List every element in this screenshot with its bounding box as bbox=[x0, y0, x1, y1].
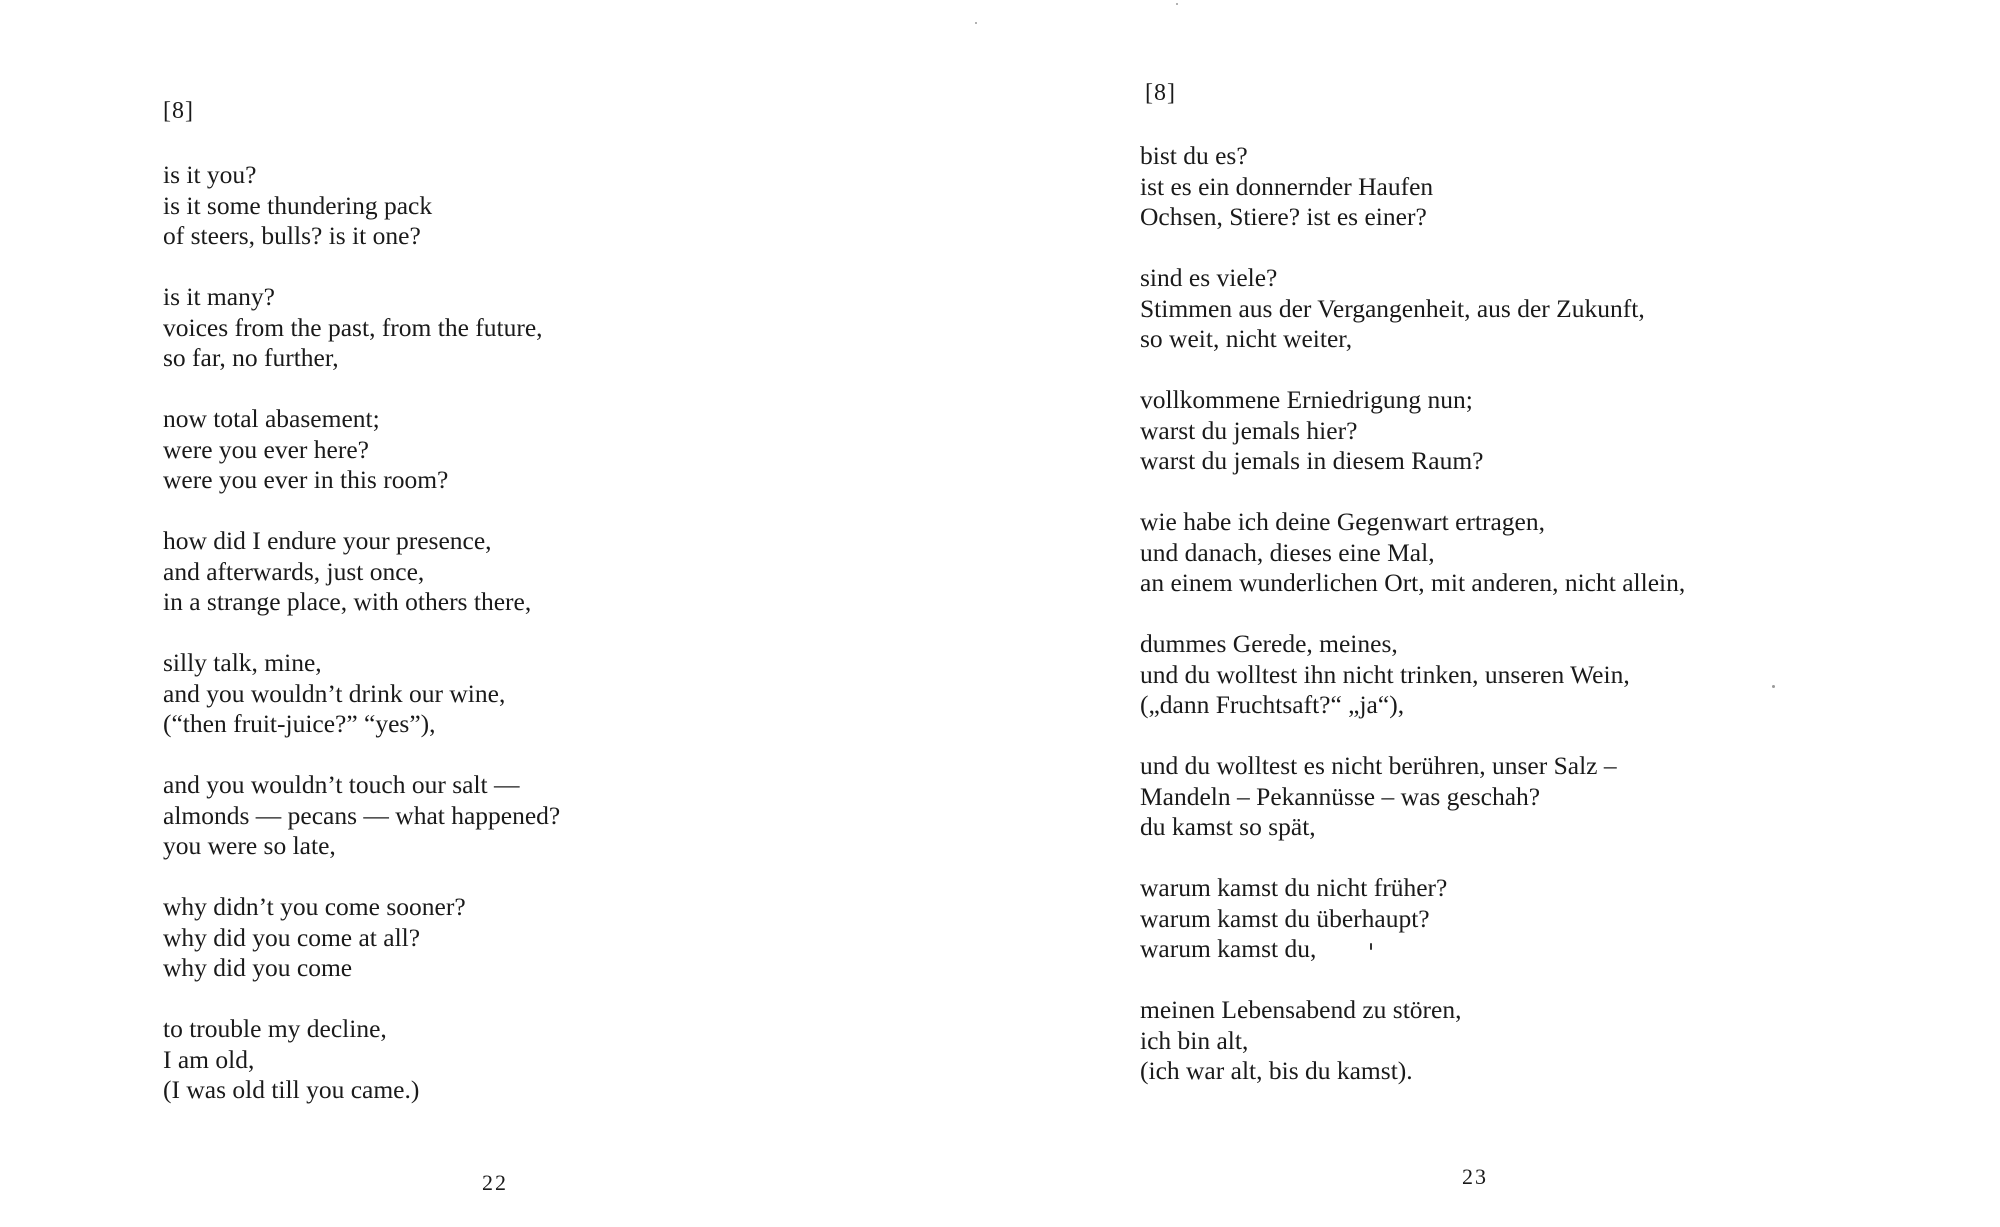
poem-line: in a strange place, with others there, bbox=[163, 587, 532, 616]
poem-line: warum kamst du nicht früher? bbox=[1140, 873, 1448, 902]
poem-line: warst du jemals in diesem Raum? bbox=[1140, 446, 1484, 475]
stanza bbox=[163, 1014, 560, 1106]
poem-line: warst du jemals hier? bbox=[1140, 415, 1358, 445]
poem-line: how did I endure your presence, bbox=[163, 526, 492, 555]
poem-line: vollkommene Erniedrigung nun; bbox=[1140, 385, 1473, 414]
poem-line: why did you come bbox=[163, 953, 353, 982]
stanza bbox=[1140, 263, 1685, 355]
stanza bbox=[1140, 507, 1685, 599]
poem-line: so far, no further, bbox=[163, 343, 339, 372]
poem-line: (“then fruit-juice?” “yes”), bbox=[163, 709, 436, 738]
poem-line: and afterwards, just once, bbox=[163, 556, 425, 586]
poem-line: warum kamst du, bbox=[1140, 934, 1317, 963]
scan-speck bbox=[1772, 685, 1775, 688]
poem-line: („dann Fruchtsaft?“ „ja“), bbox=[1140, 690, 1405, 719]
poem-line: (ich war alt, bis du kamst). bbox=[1140, 1056, 1413, 1085]
stanza bbox=[1140, 751, 1685, 843]
page-number: 22 bbox=[482, 1170, 508, 1195]
poem-line: why didn’t you come sooner? bbox=[163, 892, 466, 921]
poem-line: und du wolltest es nicht berühren, unser Salz – bbox=[1140, 751, 1617, 780]
scan-speck bbox=[1176, 3, 1178, 5]
poem-line: I am old, bbox=[163, 1044, 255, 1074]
poem-line: Stimmen aus der Vergangenheit, aus der Zukunft, bbox=[1140, 293, 1645, 323]
stanza bbox=[163, 282, 560, 374]
section-number: [8] bbox=[1145, 80, 1176, 106]
stanza bbox=[163, 526, 560, 618]
poem-line: wie habe ich deine Gegenwart ertragen, bbox=[1140, 507, 1545, 536]
right-page bbox=[1000, 0, 2000, 1227]
stanza bbox=[1140, 141, 1685, 233]
poem-line: ich bin alt, bbox=[1140, 1025, 1249, 1055]
poem-line: warum kamst du überhaupt? bbox=[1140, 903, 1430, 933]
poem-line: now total abasement; bbox=[163, 404, 380, 433]
poem-line: so weit, nicht weiter, bbox=[1140, 324, 1353, 353]
poem-line: were you ever in this room? bbox=[163, 465, 449, 494]
poem-line: ist es ein donnernder Haufen bbox=[1140, 171, 1434, 201]
stanza bbox=[163, 892, 560, 984]
poem-line: Mandeln – Pekannüsse – was geschah? bbox=[1140, 781, 1541, 811]
poem-line: dummes Gerede, meines, bbox=[1140, 629, 1398, 658]
poem-line: to trouble my decline, bbox=[163, 1014, 387, 1043]
poem-line: and you wouldn’t drink our wine, bbox=[163, 678, 506, 708]
poem-line: (I was old till you came.) bbox=[163, 1075, 420, 1104]
poem-line: meinen Lebensabend zu stören, bbox=[1140, 995, 1462, 1024]
poem-line: is it you? bbox=[163, 160, 257, 189]
stanza bbox=[163, 648, 560, 740]
poem-line: bist du es? bbox=[1140, 141, 1248, 170]
poem-line: an einem wunderlichen Ort, mit anderen, nicht allein, bbox=[1140, 568, 1686, 597]
poem-line: and you wouldn’t touch our salt — bbox=[163, 770, 520, 799]
stanza bbox=[1140, 629, 1685, 721]
poem-line: of steers, bulls? is it one? bbox=[163, 221, 421, 250]
stanza bbox=[163, 770, 560, 862]
stanza bbox=[1140, 385, 1685, 477]
stanza bbox=[1140, 873, 1685, 965]
poem-line: sind es viele? bbox=[1140, 263, 1278, 292]
poem-line: Ochsen, Stiere? ist es einer? bbox=[1140, 202, 1427, 231]
poem-german bbox=[1140, 141, 1685, 1117]
poem-line: is it some thundering pack bbox=[163, 190, 433, 220]
poem-line: silly talk, mine, bbox=[163, 648, 322, 677]
poem-english bbox=[163, 160, 560, 1136]
stanza bbox=[1140, 995, 1685, 1087]
scan-speck bbox=[1370, 943, 1372, 950]
stanza bbox=[163, 404, 560, 496]
poem-line: voices from the past, from the future, bbox=[163, 312, 543, 342]
poem-line: why did you come at all? bbox=[163, 922, 421, 952]
poem-line: und danach, dieses eine Mal, bbox=[1140, 537, 1435, 567]
poem-line: und du wolltest ihn nicht trinken, unseren Wein, bbox=[1140, 659, 1630, 689]
poem-line: du kamst so spät, bbox=[1140, 812, 1316, 841]
poem-line: were you ever here? bbox=[163, 434, 369, 464]
section-number: [8] bbox=[163, 98, 194, 124]
poem-line: you were so late, bbox=[163, 831, 336, 860]
page-number: 23 bbox=[1462, 1164, 1488, 1189]
scan-speck bbox=[975, 22, 977, 24]
stanza bbox=[163, 160, 560, 252]
poem-line: almonds — pecans — what happened? bbox=[163, 800, 561, 830]
poem-line: is it many? bbox=[163, 282, 275, 311]
